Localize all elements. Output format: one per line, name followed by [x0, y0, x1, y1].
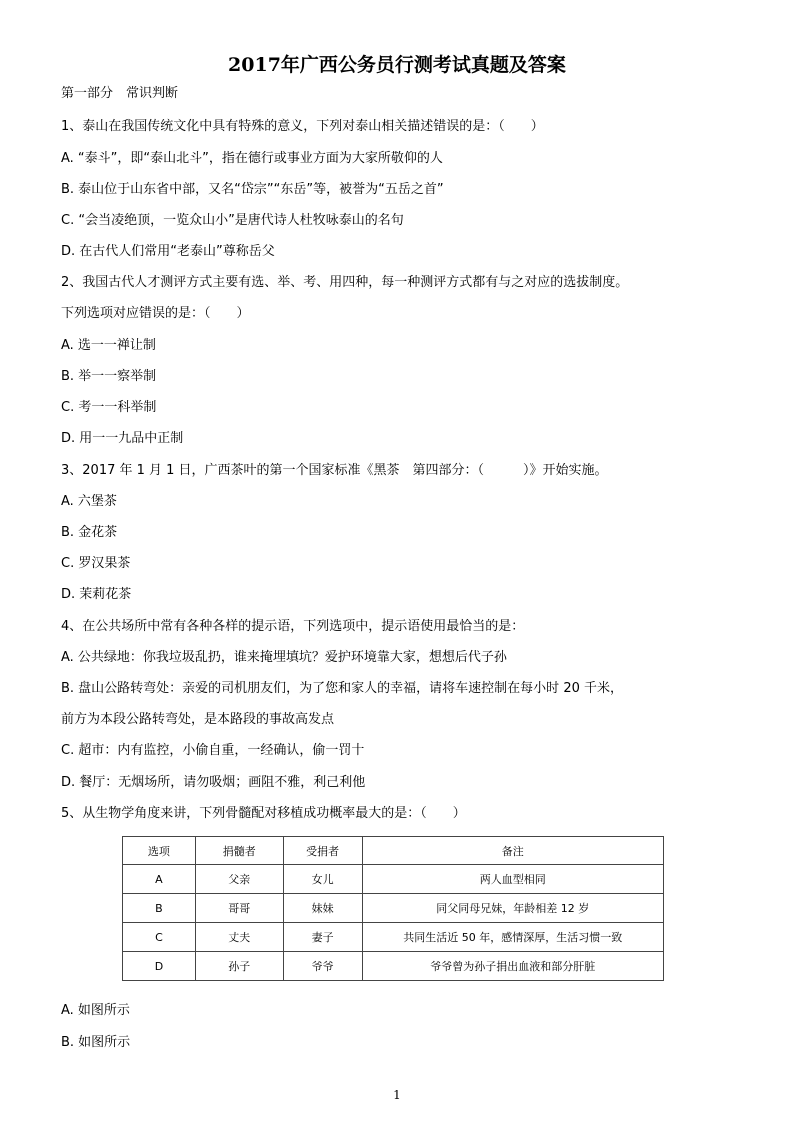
question-2: 2、我国古代人才测评方式主要有选、举、考、用四种，每一种测评方式都有与之对应的选拔制度。: [61, 275, 629, 290]
table-cell: 同父同母兄妹，年龄相差 12 岁: [362, 894, 663, 923]
table-cell: A: [123, 865, 196, 894]
table-cell: 爷爷: [283, 952, 362, 981]
question-1: 1、泰山在我国传统文化中具有特殊的意义，下列对泰山相关描述错误的是：（ ）: [61, 119, 544, 134]
header-option: 选项: [123, 837, 196, 865]
q2-option-a: A. 选一一禅让制: [61, 338, 156, 353]
table-cell: D: [123, 952, 196, 981]
q1-option-d: D. 在古代人们常用“老泰山”尊称岳父: [61, 244, 275, 259]
q3-option-d: D. 茉莉花茶: [61, 587, 132, 602]
q4-option-b-cont: 前方为本段公路转弯处，是本路段的事故高发点: [61, 712, 335, 727]
table-cell: 孙子: [195, 952, 283, 981]
page-number: 1: [393, 1088, 401, 1102]
q4-option-b: B. 盘山公路转弯处：亲爱的司机朋友们，为了您和家人的幸福，请将车速控制在每小时 20 千米，: [61, 681, 623, 696]
table-cell: 共同生活近 50 年，感情深厚，生活习惯一致: [362, 923, 663, 952]
q1-option-c: C. “会当凌绝顶，一览众山小”是唐代诗人杜牧咏泰山的名句: [61, 213, 404, 228]
table-cell: 女儿: [283, 865, 362, 894]
q1-option-a: A. “泰斗”，即“泰山北斗”，指在德行或事业方面为大家所敬仰的人: [61, 151, 443, 166]
table-cell: 妻子: [283, 923, 362, 952]
table-cell: 妹妹: [283, 894, 362, 923]
q5-option-a: A. 如图所示: [61, 1003, 130, 1018]
table-header-row: [123, 837, 664, 865]
header-note: 备注: [362, 837, 663, 865]
q5-option-b: B. 如图所示: [61, 1035, 131, 1050]
table-cell: B: [123, 894, 196, 923]
q2-option-d: D. 用一一九品中正制: [61, 431, 184, 446]
table-row: [123, 952, 664, 981]
header-recipient: 受捐者: [283, 837, 362, 865]
table-row: [123, 923, 664, 952]
q3-option-c: C. 罗汉果茶: [61, 556, 131, 571]
question-2-cont: 下列选项对应错误的是：（ ）: [61, 306, 250, 321]
table-cell: 哥哥: [195, 894, 283, 923]
table-cell: C: [123, 923, 196, 952]
q4-option-a: A. 公共绿地：你我垃圾乱扔，谁来掩埋填坑？爱护环境靠大家，想想后代子孙: [61, 650, 507, 665]
question-5: 5、从生物学角度来讲，下列骨髓配对移植成功概率最大的是：（ ）: [61, 806, 466, 821]
q4-option-d: D. 餐厅：无烟场所，请勿吸烟；画阻不雅，利己利他: [61, 775, 366, 790]
q3-option-b: B. 金花茶: [61, 525, 118, 540]
question-4: 4、在公共场所中常有各种各样的提示语，下列选项中，提示语使用最恰当的是：: [61, 619, 525, 634]
header-donor: 捐髓者: [195, 837, 283, 865]
question-3: 3、2017 年 1 月 1 日，广西茶叶的第一个国家标准《黑茶 第四部分：（ ）》开始实施。: [61, 463, 608, 478]
table-row: [123, 865, 664, 894]
section-heading: 第一部分 常识判断: [61, 86, 179, 101]
q2-option-b: B. 举一一察举制: [61, 369, 157, 384]
bone-marrow-table: [122, 836, 664, 981]
q1-option-b: B. 泰山位于山东省中部，又名“岱宗”“东岳”等，被誉为“五岳之首”: [61, 182, 444, 197]
table-cell: 丈夫: [195, 923, 283, 952]
table-cell: 父亲: [195, 865, 283, 894]
q4-option-c: C. 超市：内有监控，小偷自重，一经确认，偷一罚十: [61, 743, 365, 758]
q2-option-c: C. 考一一科举制: [61, 400, 157, 415]
q3-option-a: A. 六堡茶: [61, 494, 117, 509]
page-title: 2017年广西公务员行测考试真题及答案: [228, 54, 566, 76]
table-row: [123, 894, 664, 923]
table-cell: 两人血型相同: [362, 865, 663, 894]
table-cell: 爷爷曾为孙子捐出血液和部分肝脏: [362, 952, 663, 981]
